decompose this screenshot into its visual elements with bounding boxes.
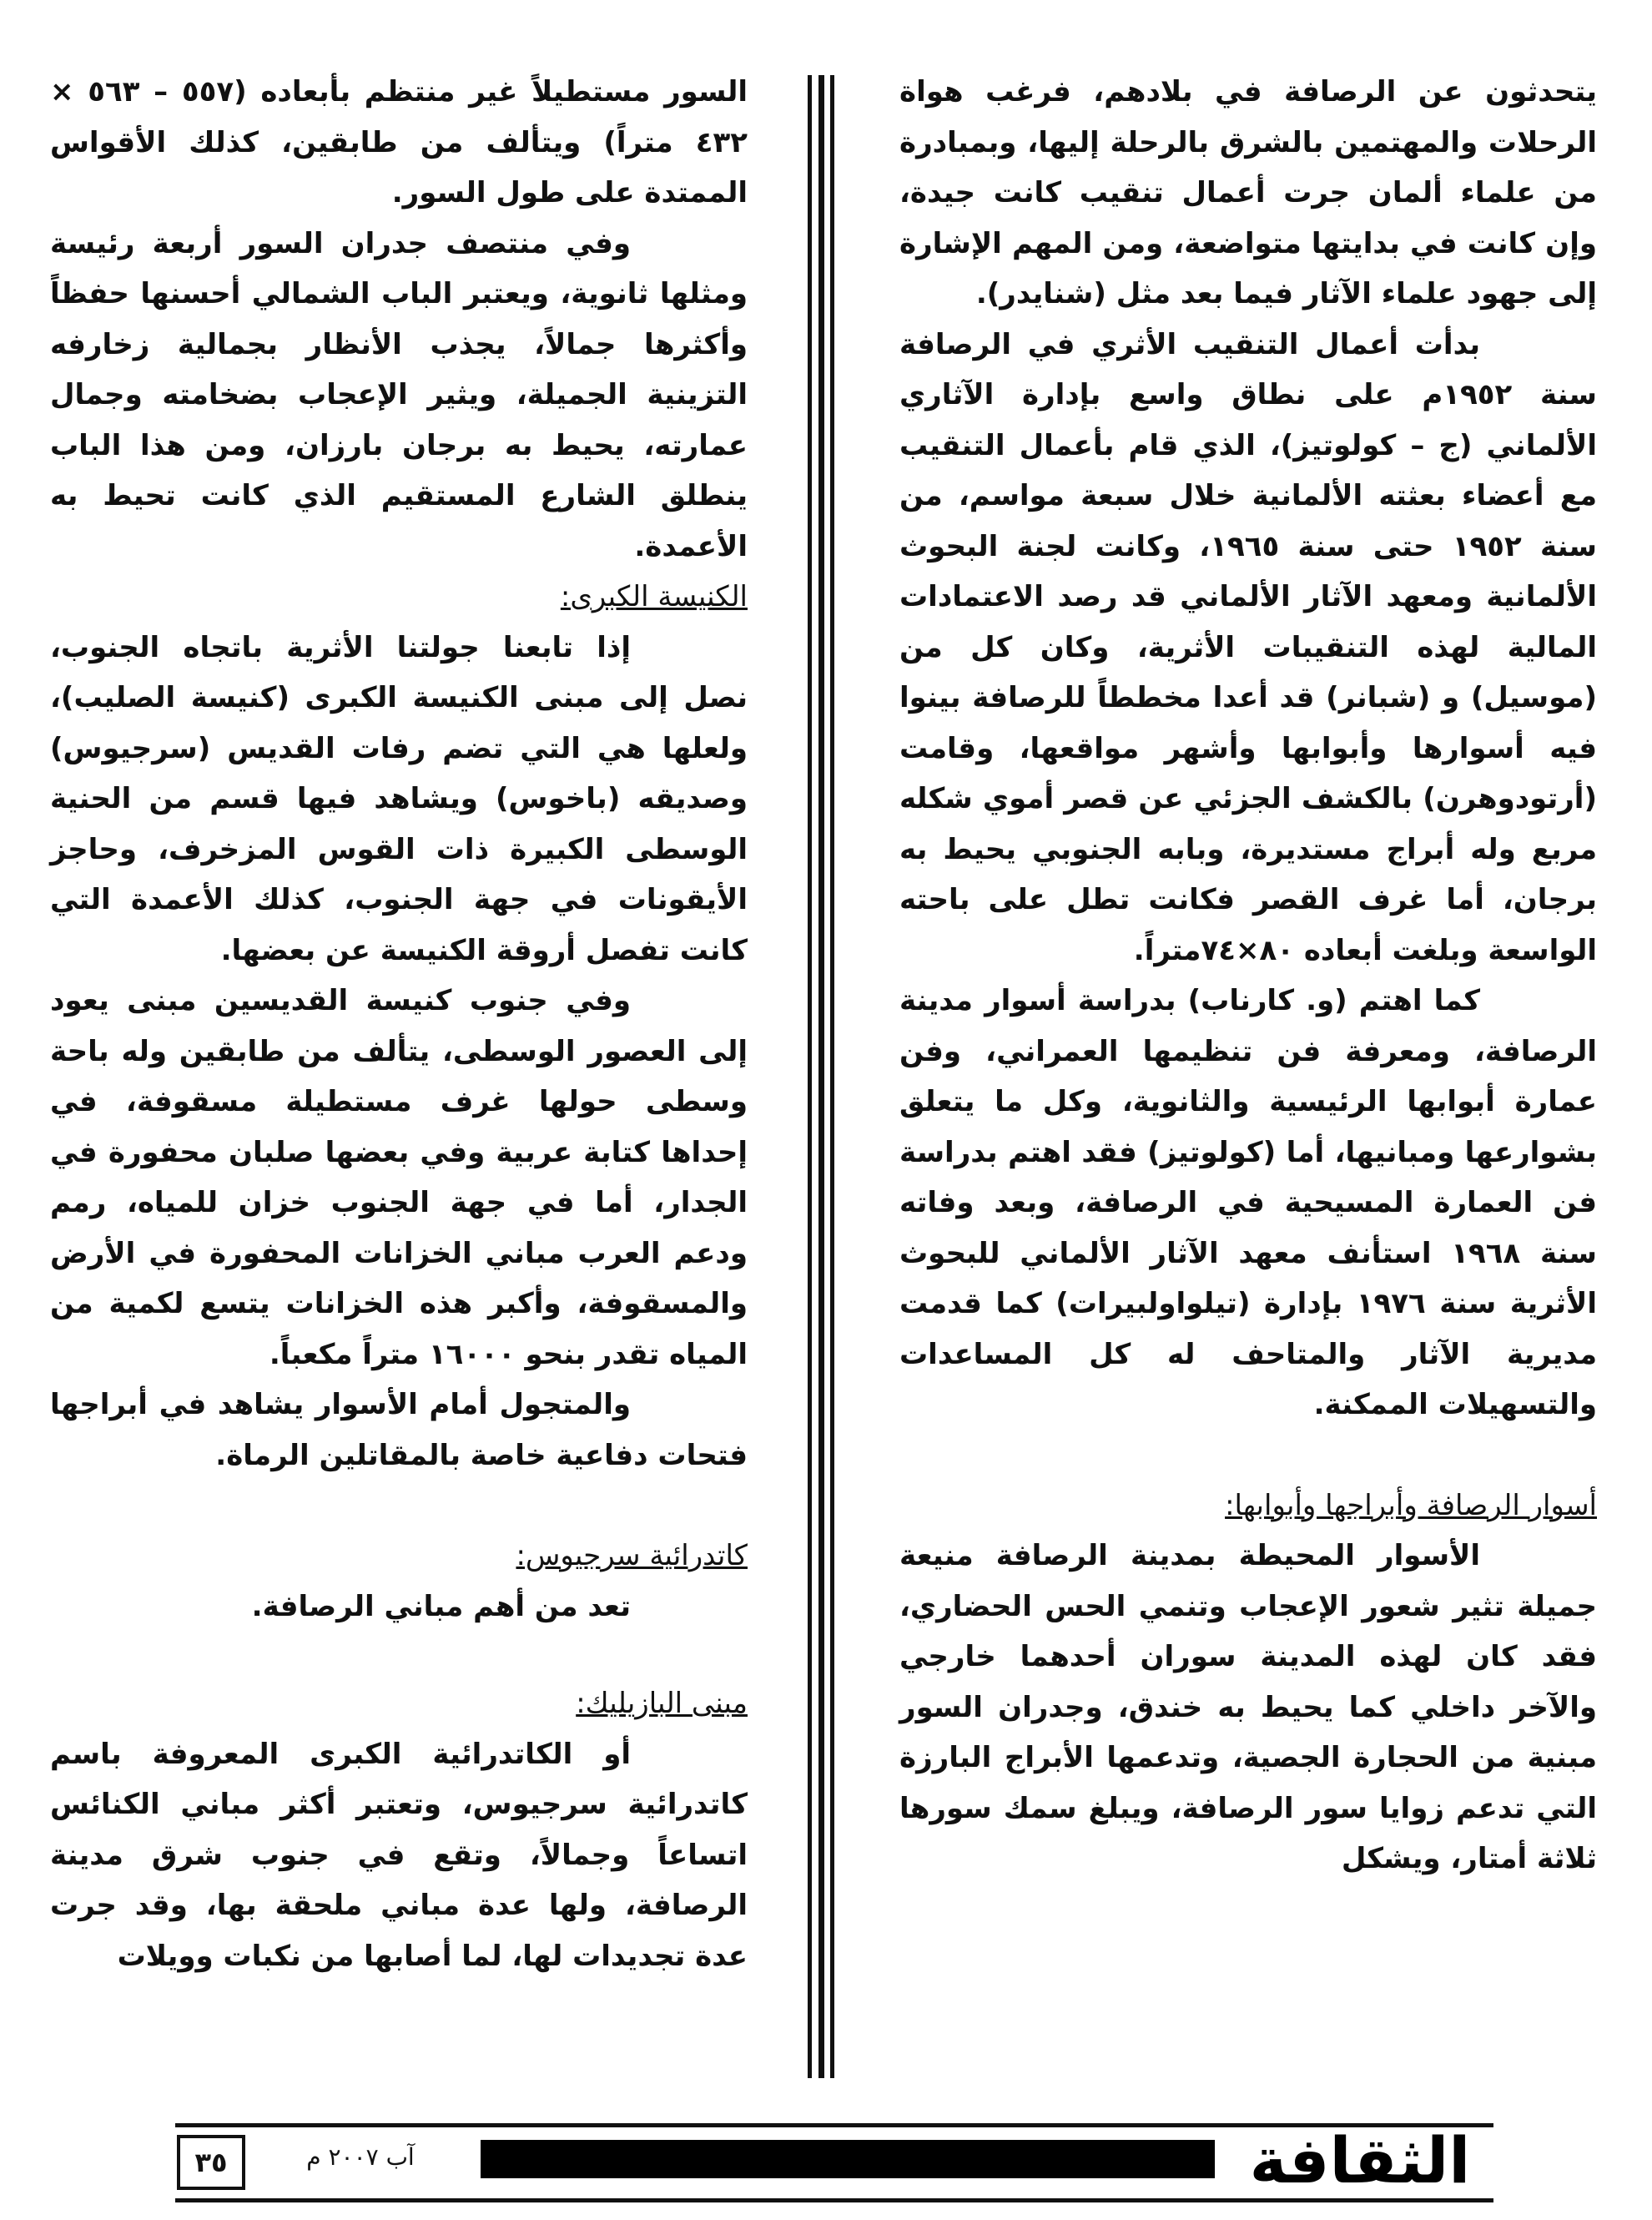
text-column-left — [50, 67, 748, 1981]
footer-rule-bottom — [175, 2198, 1493, 2202]
paragraph: وفي جنوب كنيسة القديسين مبنى يعود إلى العصور الوسطى، يتألف من طابقين وله باحة وسطى حولها غرف مستطيلة مسقوفة، في إحداها كتابة عربية وفي بعضها صلبان محفورة في الجدار، أما في جهة الجنوب خزان للمياه، رمم ودعم العرب مباني الخزانات المحفورة في الأرض والمسقوفة، وأكبر هذه الخزانات يتسع لكمية من المياه تقدر بنحو ١٦٠٠٠ متراً مكعباً. — [50, 984, 748, 1371]
paragraph: السور مستطيلاً غير منتظم بأبعاده (٥٥٧ – ٥٦٣ × ٤٣٢ متراً) ويتألف من طابقين، كذلك الأقواس الممتدة على طول السور. — [50, 75, 748, 209]
page-footer — [0, 2103, 1652, 2220]
footer-black-bar — [481, 2140, 1215, 2178]
section-heading-cathedral: كاتدرائية سرجيوس: — [516, 1539, 748, 1572]
paragraph: كما اهتم (و. كارناب) بدراسة أسوار مدينة الرصافة، ومعرفة فن تنظيمها العمراني، وفن عمارة أبوابها الرئيسية والثانوية، وكل ما يتعلق بشوارعها ومبانيها، أما (كولوتيز) فقد اهتم بدراسة فن العمارة المسيحية في الرصافة، وبعد وفاته سنة ١٩٦٨ استأنف معهد الآثار الألماني للبحوث الأثرية سنة ١٩٧٦ بإدارة (تيلواولبيرات) كما قدمت مديرية الآثار والمتاحف له كل المساعدات والتسهيلات الممكنة. — [899, 984, 1597, 1421]
column-divider — [808, 75, 836, 2078]
magazine-logo: الثقافة — [1249, 2122, 1471, 2197]
paragraph: تعد من أهم مباني الرصافة. — [251, 1589, 631, 1623]
paragraph: أو الكاتدرائية الكبرى المعروفة باسم كاتدرائية سرجيوس، وتعتبر أكثر مباني الكنائس اتساعاً وجمالاً، وتقع في جنوب شرق مدينة الرصافة، ولها عدة مباني ملحقة بها، وقد جرت عدة تجديدات لها، لما أصابها من نكبات وويلات — [50, 1737, 748, 1973]
section-heading-walls: أسوار الرصافة وأبراجها وأبوابها: — [1225, 1488, 1597, 1522]
page-number: ٣٥ — [177, 2135, 245, 2190]
paragraph: والمتجول أمام الأسوار يشاهد في أبراجها فتحات دفاعية خاصة بالمقاتلين الرماة. — [50, 1388, 748, 1472]
paragraph: بدأت أعمال التنقيب الأثري في الرصافة سنة ١٩٥٢م على نطاق واسع بإدارة الآثاري الألماني (ج – كولوتيز)، الذي قام بأعمال التنقيب مع أعضاء بعثته الألمانية خلال سبعة مواسم، من سنة ١٩٥٢ حتى سنة ١٩٦٥، وكانت لجنة البحوث الألمانية ومعهد الآثار الألماني قد رصد الاعتمادات المالية لهذه التنقيبات الأثرية، وكان كل من (موسيل) و (شبانر) قد أعدا مخططاً للرصافة بينوا فيه أسوارها وأبوابها وأشهر مواقعها، وقامت (أرتودوهرن) بالكشف الجزئي عن قصر أموي شكله مربع وله أبراج مستديرة، وبابه الجنوبي يحيط به برجان، أما غرف القصر فكانت تطل على باحته الواسعة وبلغت أبعاده ٨٠×٧٤متراً. — [899, 327, 1597, 967]
section-heading-church: الكنيسة الكبرى: — [560, 580, 748, 613]
paragraph: يتحدثون عن الرصافة في بلادهم، فرغب هواة الرحلات والمهتمين بالشرق بالرحلة إليها، وبمبادرة من علماء ألمان جرت أعمال تنقيب كانت جيدة، وإن كانت في بدايتها متواضعة، ومن المهم الإشارة إلى جهود علماء الآثار فيما بعد مثل (شنايدر). — [899, 75, 1597, 310]
paragraph: وفي منتصف جدران السور أربعة رئيسة ومثلها ثانوية، ويعتبر الباب الشمالي أحسنها حفظاً وأكثرها جمالاً، يجذب الأنظار بجمالية زخارفه التزينية الجميلة، ويثير الإعجاب بضخامته وجمال عمارته، يحيط به برجان بارزان، ومن هذا الباب ينطلق الشارع المستقيم الذي كانت تحيط به الأعمدة. — [50, 226, 748, 563]
paragraph: إذا تابعنا جولتنا الأثرية باتجاه الجنوب، نصل إلى مبنى الكنيسة الكبرى (كنيسة الصليب)، ولعلها هي التي تضم رفات القديس (سرجيوس) وصديقه (باخوس) ويشاهد فيها قسم من الحنية الوسطى الكبيرة ذات القوس المزخرف، وحاجز الأيقونات في جهة الجنوب، كذلك الأعمدة التي كانت تفصل أروقة الكنيسة عن بعضها. — [50, 630, 748, 967]
text-column-right — [899, 67, 1597, 1884]
paragraph: الأسوار المحيطة بمدينة الرصافة منيعة جميلة تثير شعور الإعجاب وتنمي الحس الحضاري، فقد كان لهذه المدينة سوران أحدهما خارجي والآخر داخلي كما يحيط به خندق، وجدران السور مبنية من الحجارة الجصية، وتدعمها الأبراج البارزة التي تدعم زوايا سور الرصافة، ويبلغ سمك سورها ثلاثة أمتار، ويشكل — [899, 1539, 1597, 1875]
issue-date: آب ٢٠٠٧ م — [306, 2143, 415, 2171]
section-heading-basilica: مبنى البازيليك: — [576, 1687, 748, 1720]
